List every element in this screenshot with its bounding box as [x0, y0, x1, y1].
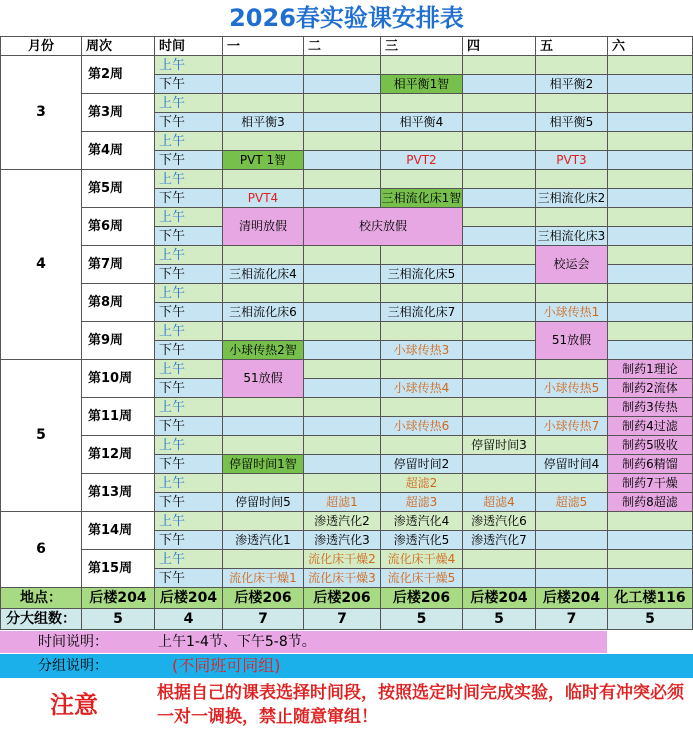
schedule-cell: 超滤1	[304, 493, 381, 512]
groups-cell: 7	[536, 609, 608, 630]
group-note-bar	[0, 654, 693, 678]
schedule-cell: 制药6精馏	[608, 455, 693, 474]
pm-label: 下午	[155, 151, 223, 170]
schedule-cell: 渗透汽化4	[381, 512, 463, 531]
schedule-cell: 流化床干燥2	[304, 550, 381, 569]
schedule-cell: 三相流化床3	[536, 227, 608, 246]
pm-label: 下午	[155, 379, 223, 398]
location-row	[1, 588, 693, 609]
header-fri: 五	[536, 37, 608, 56]
week-cell: 第5周	[82, 170, 155, 208]
week-cell: 第9周	[82, 322, 155, 360]
schedule-cell: 小球传热3	[381, 341, 463, 360]
schedule-cell: PVT3	[536, 151, 608, 170]
week-cell: 第11周	[82, 398, 155, 436]
schedule-cell: 超滤4	[463, 493, 536, 512]
time-note-label: 时间说明：	[38, 634, 108, 650]
header-sat: 六	[608, 37, 693, 56]
pm-label: 下午	[155, 303, 223, 322]
header-month: 月份	[1, 37, 82, 56]
holiday-cell: 校运会	[536, 246, 608, 284]
schedule-table	[0, 36, 693, 630]
schedule-cell: PVT4	[223, 189, 304, 208]
groups-cell: 5	[608, 609, 693, 630]
group-note-text: (不同班可同组)	[172, 656, 281, 675]
pm-label: 下午	[155, 569, 223, 588]
schedule-cell: 超滤5	[536, 493, 608, 512]
schedule-cell: 制药3传热	[608, 398, 693, 417]
location-cell: 化工楼116	[608, 588, 693, 609]
schedule-cell: 超滤2	[381, 474, 463, 493]
week-cell: 第6周	[82, 208, 155, 246]
schedule-cell: 三相流化床7	[381, 303, 463, 322]
header-wed: 三	[381, 37, 463, 56]
pm-label: 下午	[155, 75, 223, 94]
schedule-cell: 相平衡4	[381, 113, 463, 132]
week-cell: 第14周	[82, 512, 155, 550]
header-row	[1, 37, 693, 56]
am-label: 上午	[155, 208, 223, 227]
schedule-cell: 渗透汽化1	[223, 531, 304, 550]
schedule-cell: 制药7干燥	[608, 474, 693, 493]
schedule-cell: 小球传热7	[536, 417, 608, 436]
week-cell: 第2周	[82, 56, 155, 94]
schedule-cell: 制药4过滤	[608, 417, 693, 436]
schedule-cell: PVT 1智	[223, 151, 304, 170]
schedule-cell: 三相流化床2	[536, 189, 608, 208]
am-label: 上午	[155, 246, 223, 265]
schedule-cell: 渗透汽化5	[381, 531, 463, 550]
am-label: 上午	[155, 284, 223, 303]
schedule-cell: 三相流化床5	[381, 265, 463, 284]
schedule-cell: 超滤3	[381, 493, 463, 512]
schedule-cell: 渗透汽化7	[463, 531, 536, 550]
location-cell: 后楼206	[381, 588, 463, 609]
schedule-cell: 流化床干燥1	[223, 569, 304, 588]
am-label: 上午	[155, 94, 223, 113]
week-cell: 第4周	[82, 132, 155, 170]
schedule-cell: 小球传热1	[536, 303, 608, 322]
location-cell: 后楼206	[223, 588, 304, 609]
schedule-cell: 渗透汽化6	[463, 512, 536, 531]
groups-cell: 5	[381, 609, 463, 630]
month-cell: 5	[1, 360, 82, 512]
schedule-cell: 制药5吸收	[608, 436, 693, 455]
pm-label: 下午	[155, 493, 223, 512]
schedule-cell: 停留时间2	[381, 455, 463, 474]
pm-label: 下午	[155, 417, 223, 436]
pm-label: 下午	[155, 227, 223, 246]
location-label: 地点：	[1, 588, 82, 609]
schedule-cell: 三相流化床4	[223, 265, 304, 284]
pm-label: 下午	[155, 113, 223, 132]
schedule-cell: 停留时间4	[536, 455, 608, 474]
time-note-bar	[0, 631, 607, 653]
pm-label: 下午	[155, 189, 223, 208]
week-cell: 第8周	[82, 284, 155, 322]
header-time: 时间	[155, 37, 223, 56]
schedule-cell: 相平衡1智	[381, 75, 463, 94]
pm-label: 下午	[155, 341, 223, 360]
schedule-cell: 相平衡3	[223, 113, 304, 132]
location-cell: 后楼204	[82, 588, 155, 609]
header-mon: 一	[223, 37, 304, 56]
pm-label: 下午	[155, 531, 223, 550]
page-title: 2026春实验课安排表	[229, 4, 464, 32]
location-cell: 后楼204	[463, 588, 536, 609]
month-cell: 6	[1, 512, 82, 588]
schedule-cell: 小球传热5	[536, 379, 608, 398]
schedule-cell: 小球传热2智	[223, 341, 304, 360]
location-cell: 后楼204	[155, 588, 223, 609]
schedule-cell: 三相流化床6	[223, 303, 304, 322]
holiday-cell: 清明放假	[223, 208, 304, 246]
week-cell: 第12周	[82, 436, 155, 474]
am-label: 上午	[155, 56, 223, 75]
pm-label: 下午	[155, 265, 223, 284]
am-label: 上午	[155, 322, 223, 341]
am-label: 上午	[155, 512, 223, 531]
month-cell: 4	[1, 170, 82, 360]
week-cell: 第15周	[82, 550, 155, 588]
week-cell: 第7周	[82, 246, 155, 284]
location-cell: 后楼206	[304, 588, 381, 609]
schedule-cell: 三相流化床1智	[381, 189, 463, 208]
attention-text: 根据自己的课表选择时间段，按照选定时间完成实验，临时有冲突必须一对一调换，禁止随意窜组！	[157, 683, 684, 727]
schedule-cell: 相平衡2	[536, 75, 608, 94]
am-label: 上午	[155, 170, 223, 189]
schedule-cell: 制药8超滤	[608, 493, 693, 512]
pm-label: 下午	[155, 455, 223, 474]
schedule-cell: 流化床干燥5	[381, 569, 463, 588]
schedule-cell: 流化床干燥4	[381, 550, 463, 569]
holiday-cell: 校庆放假	[304, 208, 463, 246]
header-week: 周次	[82, 37, 155, 56]
am-label: 上午	[155, 360, 223, 379]
groups-cell: 5	[82, 609, 155, 630]
header-tue: 二	[304, 37, 381, 56]
schedule-cell: 流化床干燥3	[304, 569, 381, 588]
schedule-cell: 停留时间3	[463, 436, 536, 455]
schedule-cell: 停留时间1智	[223, 455, 304, 474]
schedule-cell: 渗透汽化2	[304, 512, 381, 531]
am-label: 上午	[155, 436, 223, 455]
am-label: 上午	[155, 474, 223, 493]
holiday-cell: 51放假	[536, 322, 608, 360]
groups-cell: 5	[463, 609, 536, 630]
am-label: 上午	[155, 132, 223, 151]
location-cell: 后楼204	[536, 588, 608, 609]
month-cell: 3	[1, 56, 82, 170]
schedule-cell: 渗透汽化3	[304, 531, 381, 550]
am-label: 上午	[155, 398, 223, 417]
schedule-cell: 小球传热6	[381, 417, 463, 436]
groups-cell: 7	[304, 609, 381, 630]
schedule-cell: 相平衡5	[536, 113, 608, 132]
attention-label: 注意	[50, 691, 98, 719]
week-cell: 第13周	[82, 474, 155, 512]
schedule-cell: 小球传热4	[381, 379, 463, 398]
week-cell: 第10周	[82, 360, 155, 398]
groups-row	[1, 609, 693, 630]
holiday-cell: 51放假	[223, 360, 304, 398]
am-label: 上午	[155, 550, 223, 569]
schedule-cell: 制药2流体	[608, 379, 693, 398]
time-note-text: 上午1-4节、下午5-8节。	[158, 634, 316, 650]
header-thu: 四	[463, 37, 536, 56]
groups-cell: 4	[155, 609, 223, 630]
groups-label: 分大组数：	[1, 609, 82, 630]
attention-block	[0, 679, 693, 728]
schedule-cell: PVT2	[381, 151, 463, 170]
schedule-cell: 制药1理论	[608, 360, 693, 379]
group-note-label: 分组说明：	[38, 658, 108, 674]
groups-cell: 7	[223, 609, 304, 630]
schedule-cell: 停留时间5	[223, 493, 304, 512]
week-cell: 第3周	[82, 94, 155, 132]
